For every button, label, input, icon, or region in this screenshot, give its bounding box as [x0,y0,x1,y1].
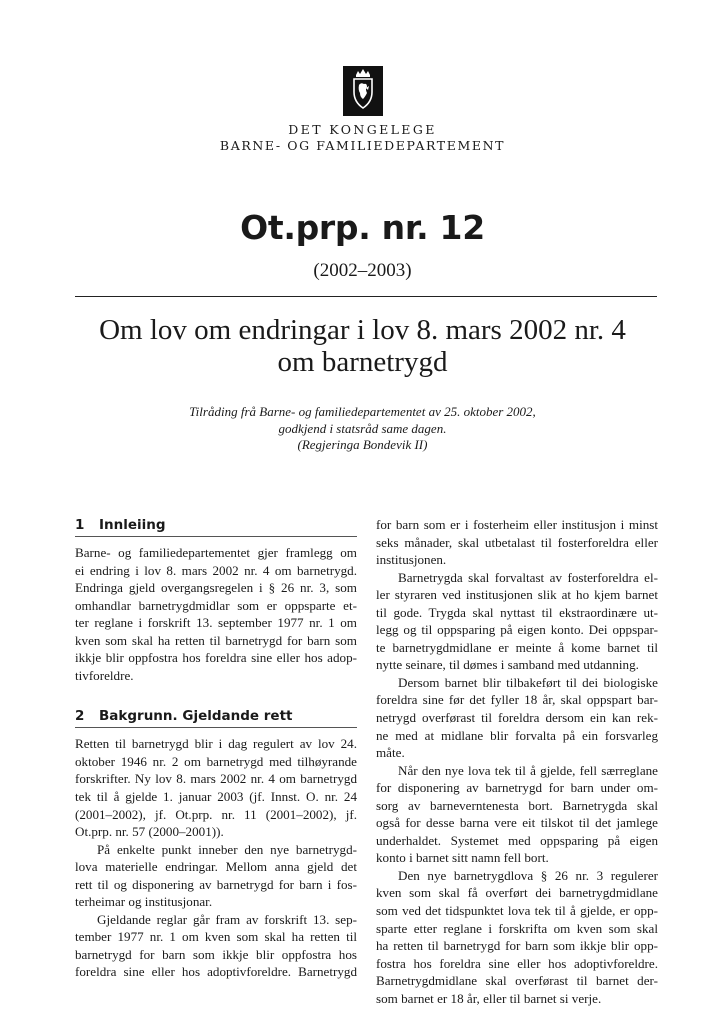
text-line: for disponering av barnetrygd for barn under om- [376,780,658,796]
right-column [376,516,658,1007]
subject-line: Om lov om endringar i lov 8. mars 2002 nr. 4 [99,314,626,346]
section-body [75,544,357,684]
text-line: nytte seinare, til dømes i samband med utdanning. [376,657,639,673]
approval-line: godkjend i statsråd same dagen. [278,420,447,436]
text-line: som ved det tidspunktet lova tek til å gjelde, er opp- [376,903,658,919]
approval-line: Tilråding frå Barne- og familiedepartementet av 25. oktober 2002, [189,404,536,419]
text-line: sparte etter reglane i forskrifta om kven som skal [376,920,658,936]
text-line: barnetrygd for barn som ikkje blir oppfostra hos [75,946,357,962]
text-line: institusjonen. [376,552,447,568]
text-line: til gode. Trygda skal nyttast til ekstraordinære ut- [376,604,658,620]
text-line: Når den nye lova tek til å gjelde, fell særreglane [398,762,658,778]
text-line: fostra hos foreldra sine eller hos adoptivforeldre. [376,955,658,971]
text-line: tivforeldre. [75,667,134,683]
text-line: for barn som er i fosterheim eller institusjon i minst [376,517,658,532]
section-title: Bakgrunn. Gjeldande rett [99,708,293,725]
left-column [75,516,357,981]
session-years: (2002–2003) [313,260,412,281]
text-line: omhandlar barnetrygdmidlar som er oppsparte et- [75,597,357,613]
text-line: ler styraren ved institusjonen slik at ho kjem barnet [376,587,658,603]
text-line: forskrifter. Ny lov 8. mars 2002 nr. 4 om barnetrygd [75,771,357,787]
text-line: også for desse barna vere eit tilskot til det jamlege [376,815,658,831]
text-line: tember 1977 nr. 1 om kven som skal ha retten til [75,929,357,945]
text-line: tek til å gjelde 1. januar 2003 (jf. Innst. O. nr. 24 [75,789,357,805]
text-line: måte. [376,745,405,761]
text-line: netrygd overførast til foreldra dersom ein kan rek- [376,710,658,726]
text-line: ei endring i lov 8. mars 2002 nr. 4 om barnetrygd. [75,562,357,578]
department-name-line2: BARNE- OG FAMILIEDEPARTEMENT [219,138,506,153]
section-body [75,735,357,981]
text-line: Barnetrygdmidlane skal overførast til barnet der- [376,973,658,989]
text-line: Barnetrygda skal forvaltast av fosterforeldra el- [398,569,658,585]
text-line: rett til og disponering av barnetrygd for barn i fos- [75,876,357,892]
norwegian-coat-of-arms-icon [343,66,383,116]
text-line: ter reglane i forskrift 13. september 1977 nr. 1 om [75,615,357,631]
text-line: (2001–2002), jf. Ot.prp. nr. 11 (2001–2002), jf. [75,806,357,822]
text-line: terheimar og institusjonar. [75,894,213,910]
text-line: lova materielle endringar. Mellom anna gjeld det [75,859,357,875]
subject-line: om barnetrygd [277,346,448,378]
text-line: ikkje blir oppfostra hos foreldra sine eller hos adop- [75,650,357,666]
section-heading [75,516,357,537]
text-line: Ot.prp. nr. 57 (2000–2001)). [75,824,224,840]
department-name-line1: DET KONGELEGE [288,122,437,137]
text-line: underhaldet. Systemet med oppsparing på eigen [376,832,658,848]
text-line: kven som skal få overført dei barnetrygdmidlane [376,885,658,901]
text-line: som barnet er 18 år, eller til barnet si verje. [376,990,602,1006]
section-heading [75,707,357,728]
text-line: ne med at midlane blir forvalta på ein forsvarleg [376,727,658,743]
text-line: seks månader, skal utbetalast til fosterforeldra eller [376,534,658,550]
text-line: Den nye barnetrygdlova § 26 nr. 3 regulerer [398,867,658,883]
document-title: Ot.prp. nr. 12 [240,208,485,247]
text-line: ha retten til barnetrygd for barn som ikkje blir opp- [376,938,658,954]
text-line: te barnetrygdmidlane er meinte å kome barnet til [376,639,658,655]
text-line: kven som skal ha retten til barnetrygd for barn som [75,632,357,648]
section-title: Innleiing [99,517,166,533]
text-line: Barne- og familiedepartementet gjer framlegg om [75,545,357,560]
text-line: Endringa gjeld overgangsregelen i § 26 nr. 3, som [75,580,357,596]
text-line: Dersom barnet blir tilbakeført til dei biologiske [398,674,658,690]
text-line: konto i barnet sitt namn fell bort. [376,850,549,866]
text-line: sorg av barneverntenesta bort. Barnetrygda skal [376,797,658,813]
text-line: På enkelte punkt inneber den nye barnetrygd- [97,841,357,857]
approval-statement [0,404,725,454]
text-line: foreldra sine eller hos adoptivforeldre. Barnetrygd [75,964,357,980]
document-subject [0,314,725,378]
section-number: 1 [75,517,85,533]
text-line: Retten til barnetrygd blir i dag regulert av lov 24. [75,736,357,752]
section-number: 2 [75,708,85,725]
text-line: legg og til oppsparing på eigen konto. Dei oppspar- [376,622,658,638]
text-line: oktober 1946 nr. 2 om barnetrygd med tilhøyrande [75,753,357,769]
text-line: foreldra sine før det fyller 18 år, skal oppspart bar- [376,692,658,708]
text-line: Gjeldande reglar går fram av forskrift 13. sep- [97,911,357,927]
approval-line: (Regjeringa Bondevik II) [297,437,428,452]
title-divider [75,296,657,297]
